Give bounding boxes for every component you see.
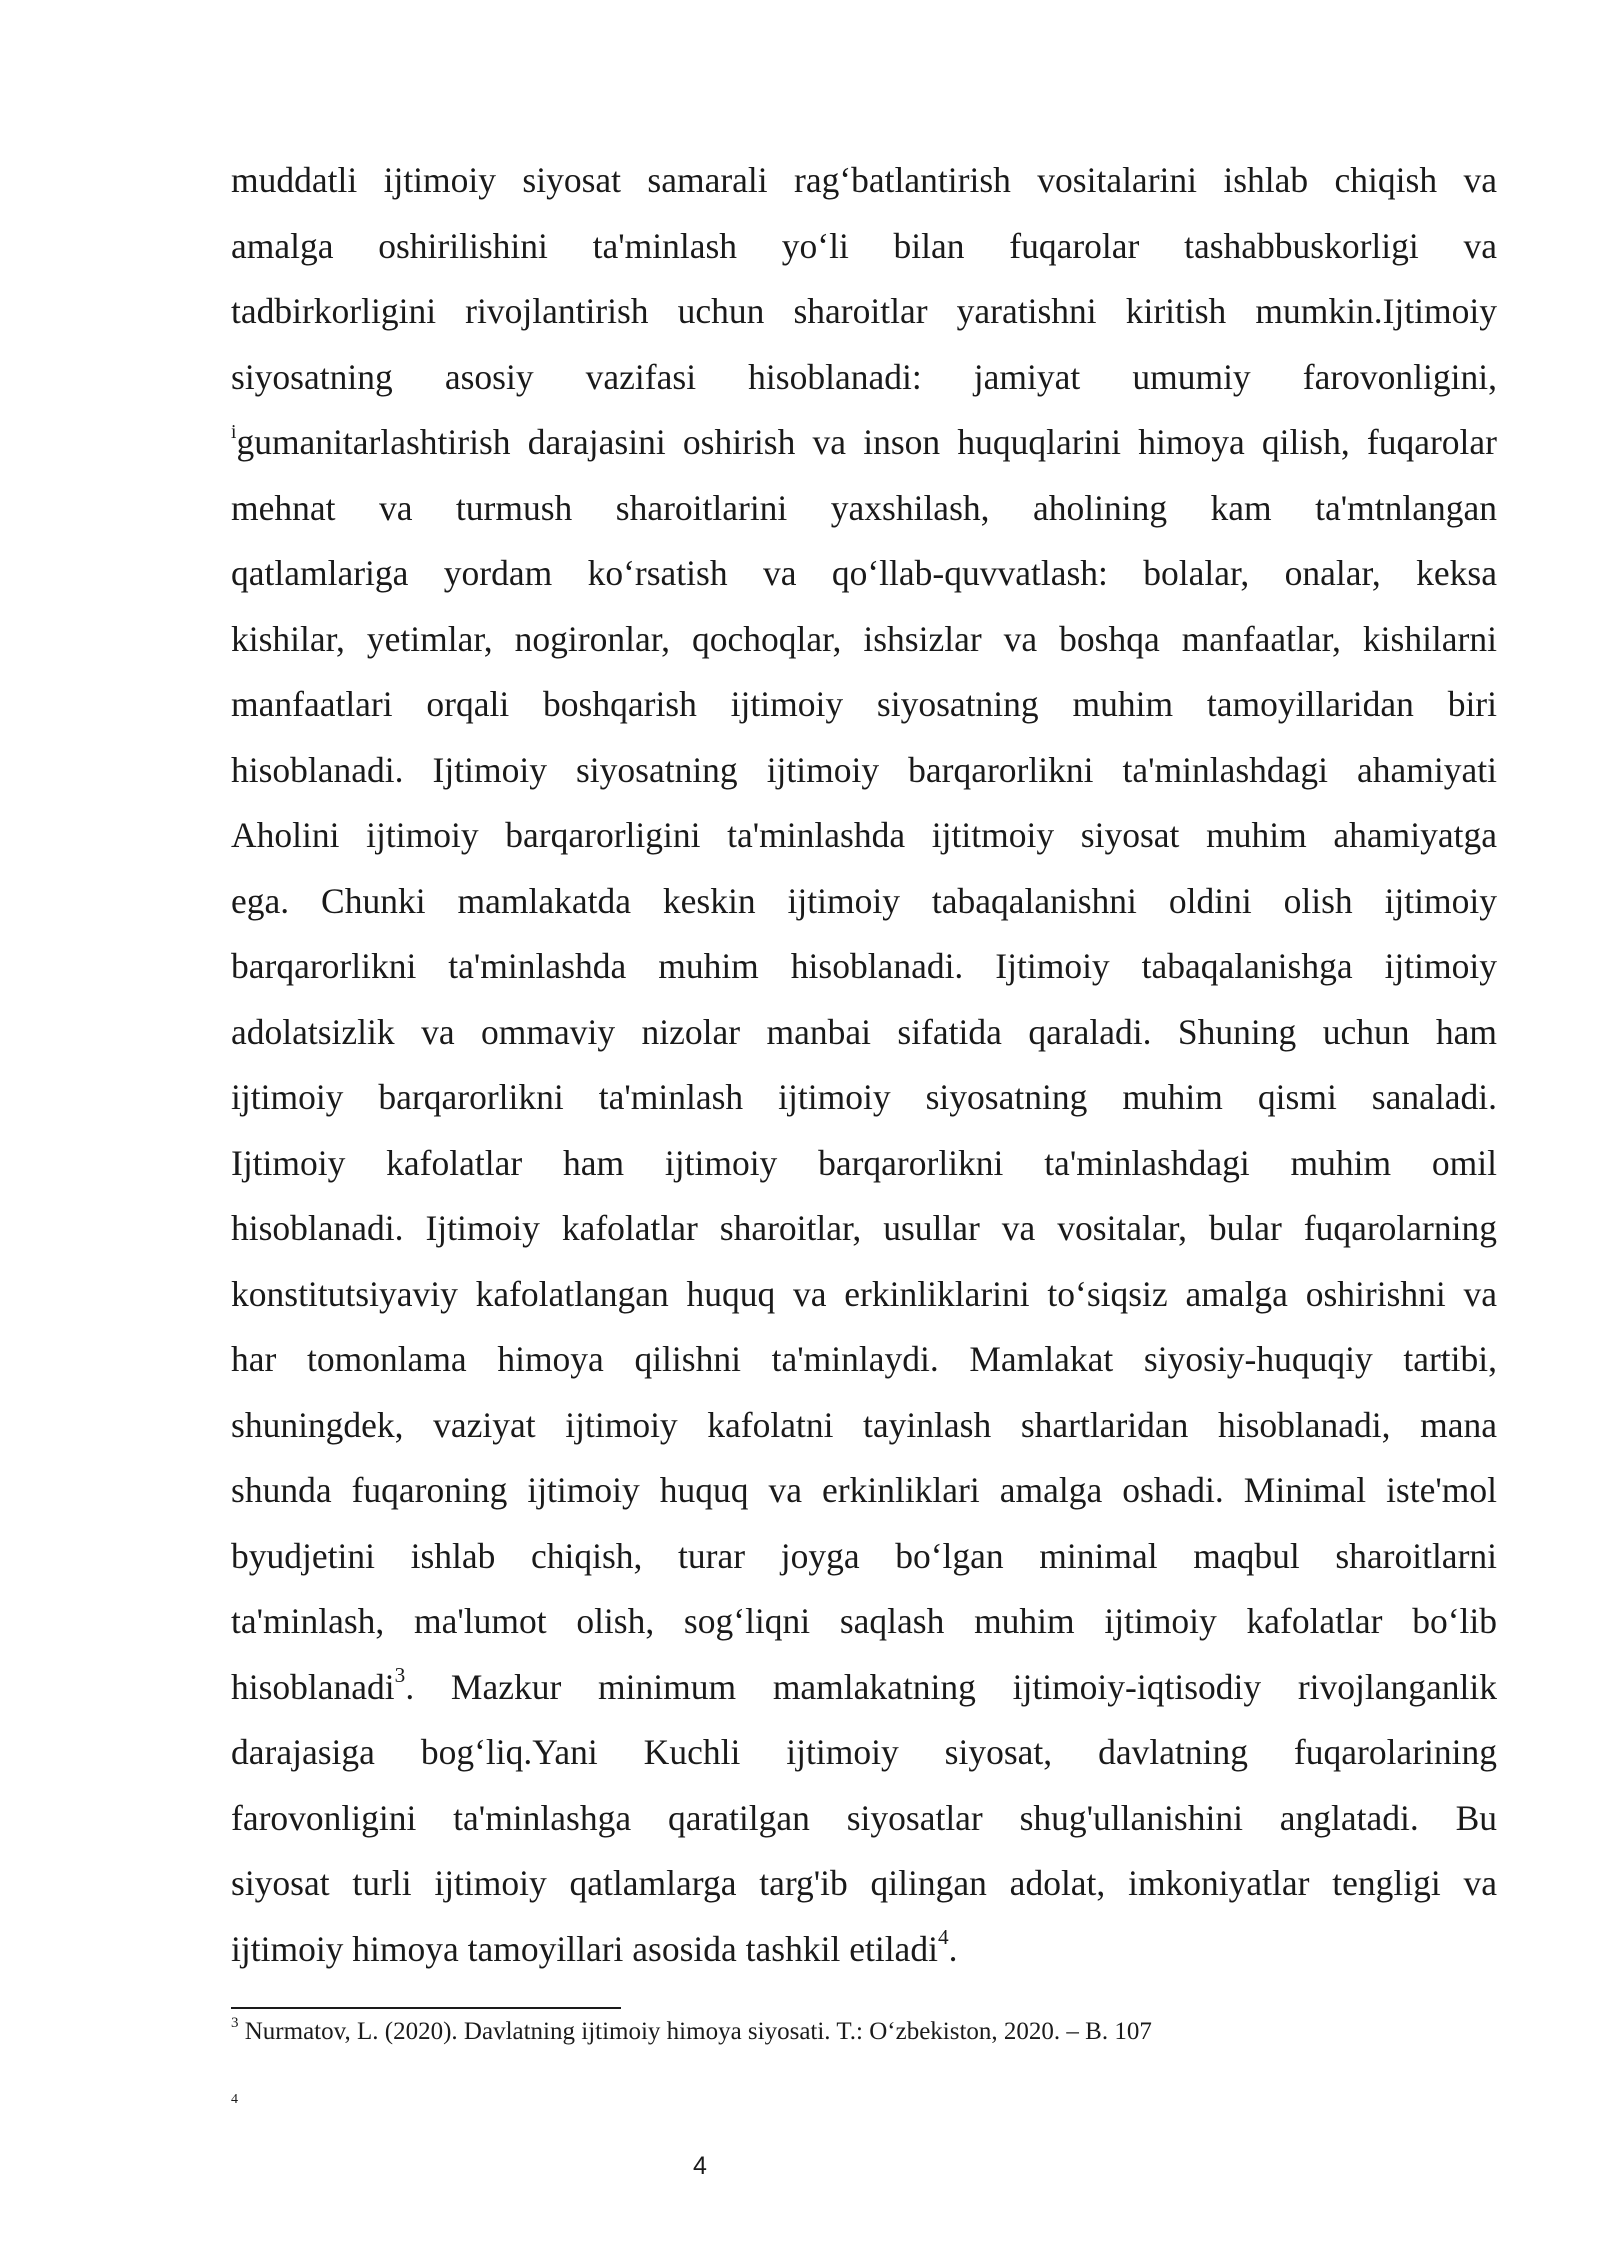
- text-line: siyosat turli ijtimoiy qatlamlarga targ'ib qilingan adolat, imkoniyatlar tengligi va: [231, 1863, 1497, 1903]
- text-line: manfaatlari orqali boshqarish ijtimoiy siyosatning muhim tamoyillaridan biri: [231, 684, 1497, 724]
- footnote-separator: [231, 2007, 621, 2009]
- footnote-4: [231, 2090, 238, 2110]
- text-line: konstitutsiyaviy kafolatlangan huquq va erkinliklarini to‘siqsiz amalga oshirishni va: [231, 1273, 1497, 1314]
- text-line: farovonligini ta'minlashga qaratilgan siyosatlar shug'ullanishini anglatadi. Bu: [231, 1797, 1497, 1838]
- text-line: shunda fuqaroning ijtimoiy huquq va erkinliklari amalga oshadi. Minimal iste'mol: [231, 1470, 1497, 1510]
- footnote-reference[interactable]: 4: [937, 1925, 949, 1950]
- text-line: hisoblanadi. Ijtimoiy siyosatning ijtimoiy barqarorlikni ta'minlashdagi ahamiyati: [231, 749, 1497, 790]
- page-number: 4: [693, 2152, 707, 2180]
- text-line: har tomonlama himoya qilishni ta'minlaydi. Mamlakat siyosiy-huquqiy tartibi,: [231, 1339, 1497, 1379]
- text-line: byudjetini ishlab chiqish, turar joyga bo‘lgan minimal maqbul sharoitlarni: [231, 1535, 1497, 1576]
- text-line: amalga oshirilishini ta'minlash yo‘li bilan fuqarolar tashabbuskorligi va: [231, 225, 1497, 266]
- footnote-reference[interactable]: 3: [394, 1663, 406, 1688]
- body-paragraph: [231, 148, 1497, 1982]
- text-line: Ijtimoiy kafolatlar ham ijtimoiy barqarorlikni ta'minlashdagi muhim omil: [231, 1142, 1497, 1183]
- text-line: shuningdek, vaziyat ijtimoiy kafolatni tayinlash shartlaridan hisoblanadi, mana: [231, 1404, 1497, 1445]
- text-line: ijtimoiy barqarorlikni ta'minlash ijtimoiy siyosatning muhim qismi sanaladi.: [231, 1077, 1497, 1117]
- text-line: Aholini ijtimoiy barqarorligini ta'minlashda ijtitmoiy siyosat muhim ahamiyatga: [231, 815, 1497, 855]
- text-line: siyosatning asosiy vazifasi hisoblanadi: jamiyat umumiy farovonligini,: [231, 356, 1497, 397]
- text-line: qatlamlariga yordam ko‘rsatish va qo‘llab-quvvatlash: bolalar, onalar, keksa: [231, 553, 1497, 593]
- text-line: adolatsizlik va ommaviy nizolar manbai sifatida qaraladi. Shuning uchun ham: [231, 1011, 1497, 1052]
- superscript-marker: i: [231, 422, 237, 444]
- text-line: hisoblanadi$^3$. Mazkur minimum mamlakatning ijtimoiy-iqtisodiy rivojlanganlik: [231, 1663, 1497, 1707]
- text-line: hisoblanadi. Ijtimoiy kafolatlar sharoitlar, usullar va vositalar, bular fuqarolarning: [231, 1208, 1497, 1248]
- text-line: kishilar, yetimlar, nogironlar, qochoqlar, ishsizlar va boshqa manfaatlar, kishilarni: [231, 618, 1497, 659]
- footnote-text: Nurmatov, L. (2020). Davlatning ijtimoiy himoya siyosati. T.: O‘zbekiston, 2020. – B. 107: [238, 2018, 1152, 2045]
- text-line: darajasiga bog‘liq.Yani Kuchli ijtimoiy siyosat, davlatning fuqarolarining: [231, 1732, 1497, 1772]
- text-line: $^i$gumanitarlashtirish darajasini oshirish va inson huquqlarini himoya qilish, fuqarolar: [231, 422, 1497, 462]
- footnote-3: [231, 2014, 1152, 2050]
- footnote-marker: 3: [231, 2014, 239, 2031]
- text-line: ijtimoiy himoya tamoyillari asosida tashkil etiladi$^4$.: [231, 1925, 958, 1969]
- text-line: ega. Chunki mamlakatda keskin ijtimoiy tabaqalanishni oldini olish ijtimoiy: [231, 880, 1497, 921]
- text-line: ta'minlash, ma'lumot olish, sog‘liqni saqlash muhim ijtimoiy kafolatlar bo‘lib: [231, 1601, 1497, 1641]
- text-line: muddatli ijtimoiy siyosat samarali rag‘batlantirish vositalarini ishlab chiqish va: [231, 160, 1497, 200]
- text-line: mehnat va turmush sharoitlarini yaxshilash, aholining kam ta'mtnlangan: [231, 487, 1497, 528]
- text-line: tadbirkorligini rivojlantirish uchun sharoitlar yaratishni kiritish mumkin.Ijtimoiy: [231, 291, 1497, 331]
- text-line: barqarorlikni ta'minlashda muhim hisoblanadi. Ijtimoiy tabaqalanishga ijtimoiy: [231, 946, 1497, 986]
- footnote-marker: 4: [231, 2092, 238, 2107]
